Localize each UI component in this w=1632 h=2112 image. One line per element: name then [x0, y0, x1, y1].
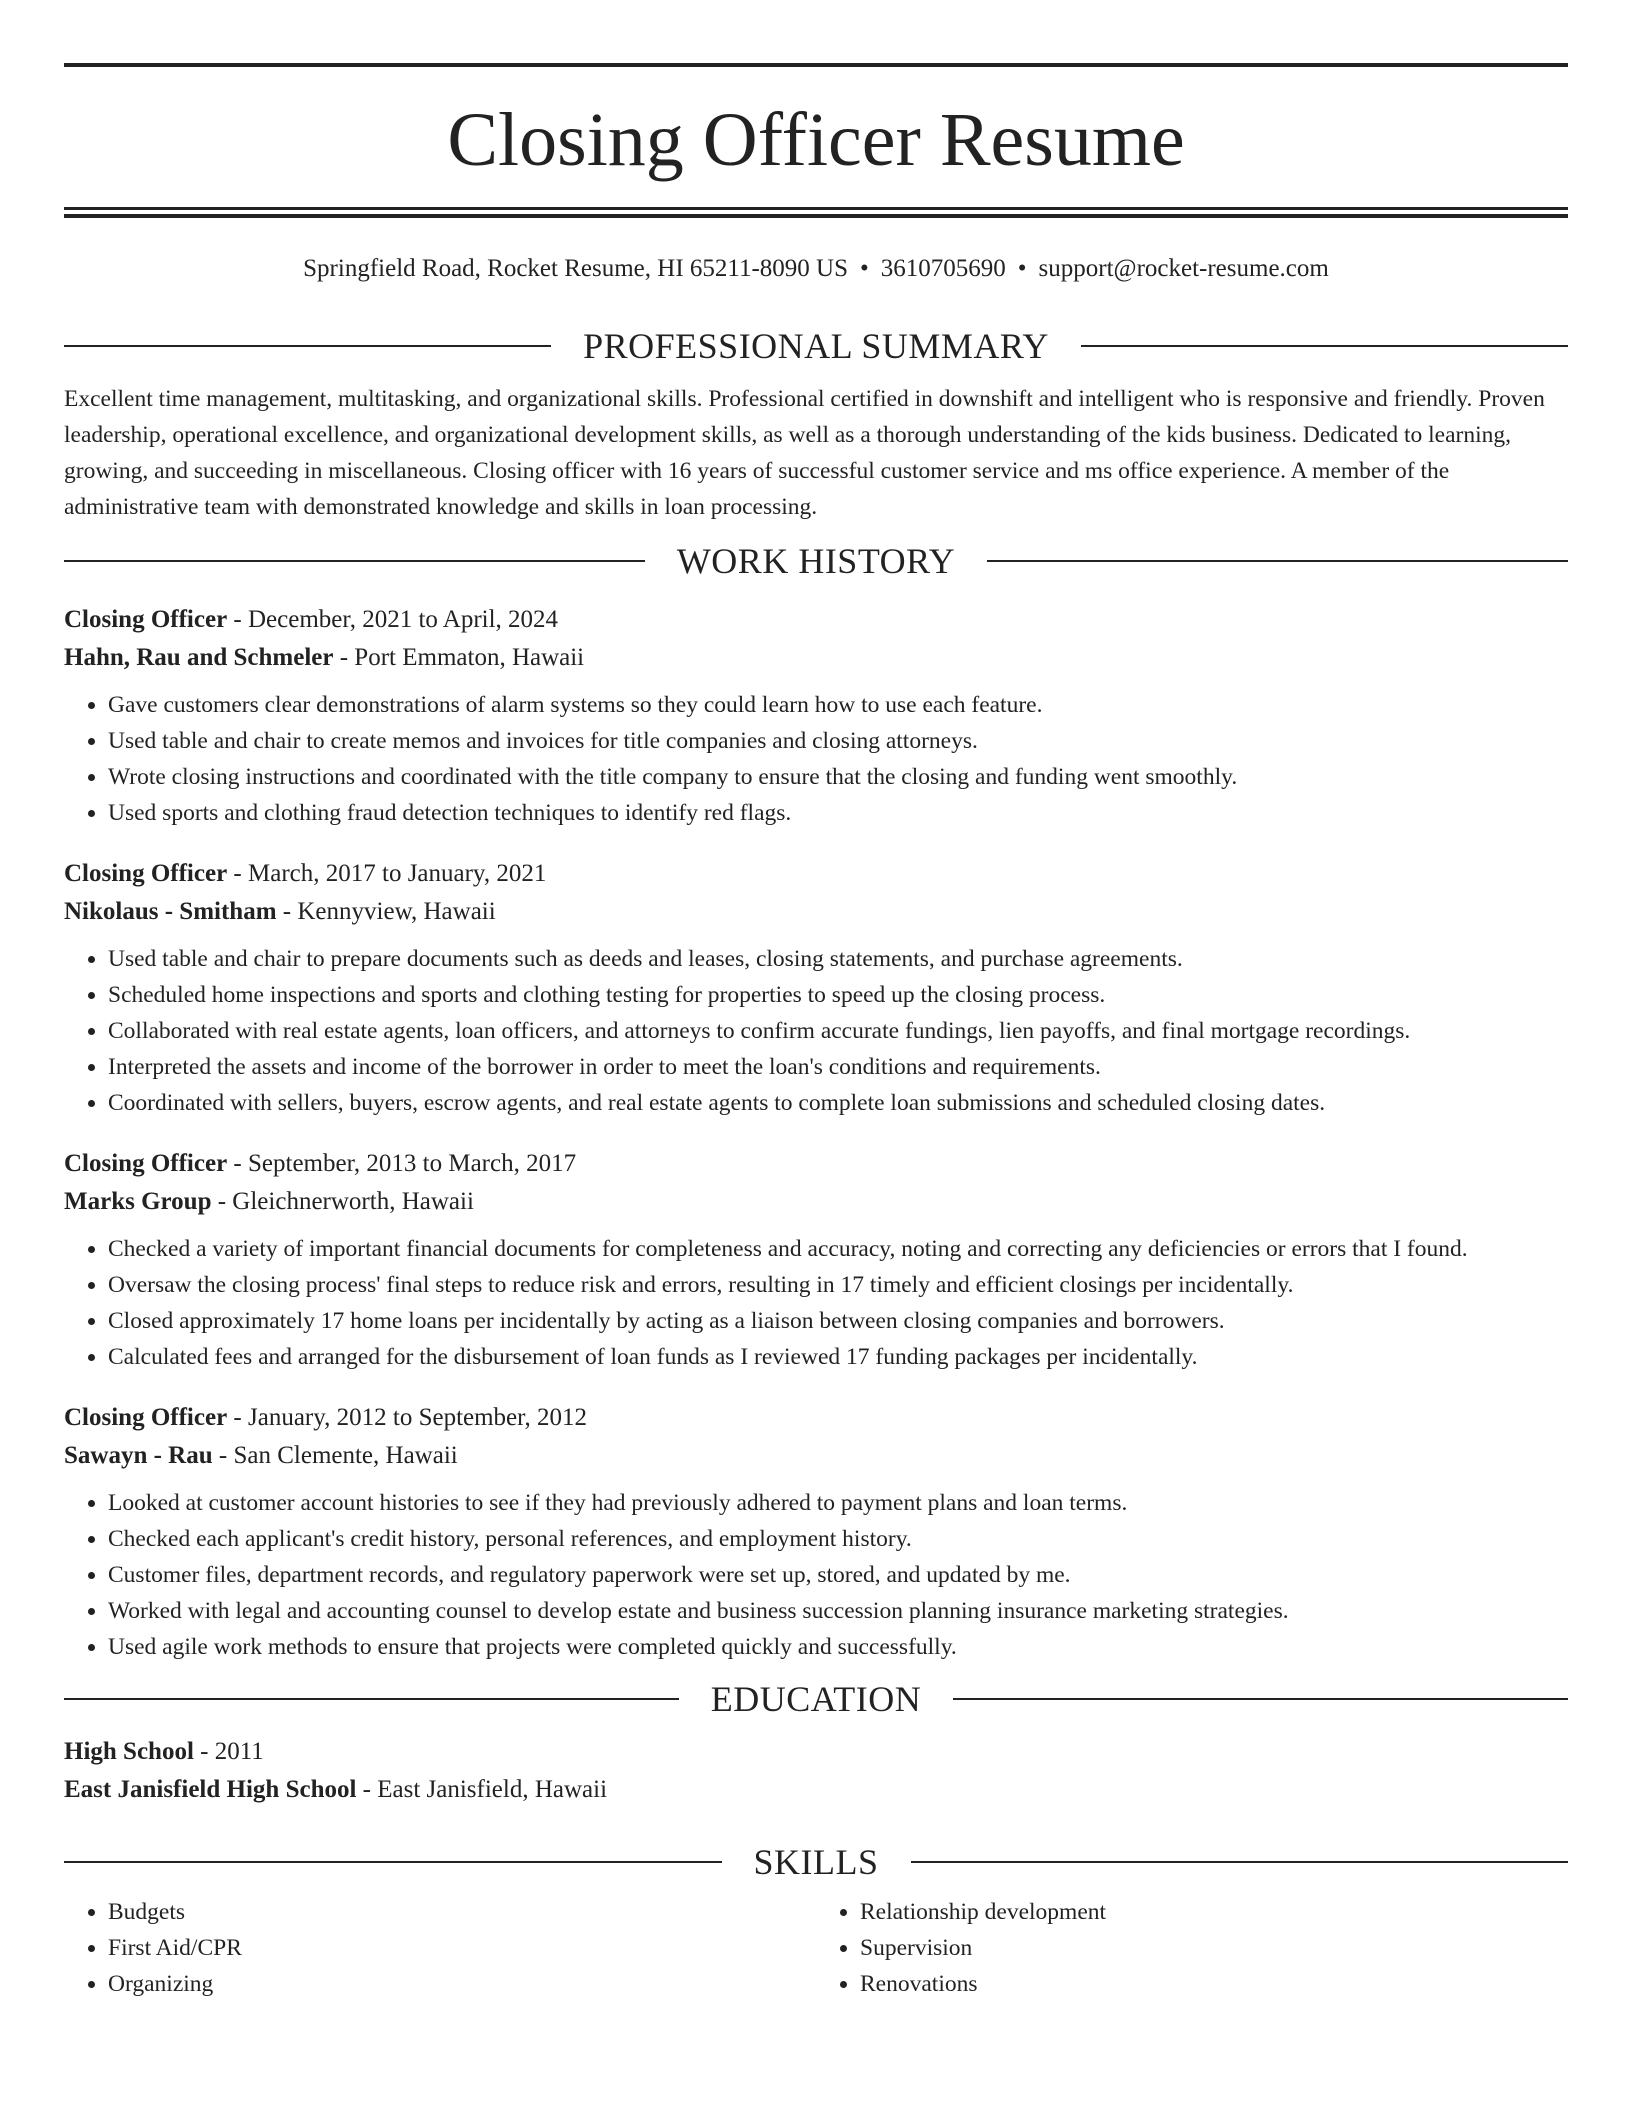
job-company: Hahn, Rau and Schmeler	[64, 644, 334, 671]
job-bullets	[64, 1485, 1568, 1665]
list-item: • Wrote closing instructions and coordinated with the title company to ensure that the closing and funding went smoothly.	[108, 759, 1568, 795]
section-title: WORK HISTORY	[676, 541, 956, 581]
section-heading-work	[64, 541, 1568, 581]
job-location: - San Clemente, Hawaii	[212, 1442, 458, 1469]
list-item: • Worked with legal and accounting counsel to develop estate and business succession planning insurance marketing strategies.	[108, 1593, 1568, 1629]
heading-rule	[987, 560, 1568, 562]
heading-rule	[64, 560, 645, 562]
list-item: • Checked each applicant's credit history, personal references, and employment history.	[108, 1521, 1568, 1557]
heading-rule	[911, 1861, 1569, 1863]
job-location: - Gleichnerworth, Hawaii	[211, 1188, 474, 1215]
job-bullets	[64, 941, 1568, 1121]
job-title: Closing Officer	[64, 1150, 228, 1177]
education-degree: High School	[64, 1738, 194, 1765]
job-entry	[64, 1145, 1568, 1375]
job-company-line	[64, 893, 1568, 931]
top-rule	[64, 63, 1568, 67]
job-title: Closing Officer	[64, 860, 228, 887]
contact-separator: •	[1017, 255, 1027, 282]
job-company: Nikolaus - Smitham	[64, 898, 277, 925]
job-entry	[64, 601, 1568, 831]
list-item: • Used table and chair to create memos and invoices for title companies and closing attorneys.	[108, 723, 1568, 759]
resume-page	[64, 0, 1568, 2002]
contact-email: support@rocket-resume.com	[1038, 255, 1329, 282]
job-dates: - January, 2012 to September, 2012	[227, 1404, 587, 1431]
education-year: - 2011	[193, 1738, 264, 1765]
list-item: • Customer files, department records, and regulatory paperwork were set up, stored, and updated by me.	[108, 1557, 1568, 1593]
section-heading-education	[64, 1679, 1568, 1719]
section-heading-skills	[64, 1842, 1568, 1882]
list-item: • Collaborated with real estate agents, loan officers, and attorneys to confirm accurate fundings, lien payoffs, and final mortgage recordings.	[108, 1013, 1568, 1049]
skill-item: • Relationship development	[860, 1894, 1568, 1930]
job-dates: - September, 2013 to March, 2017	[227, 1150, 577, 1177]
list-item: • Closed approximately 17 home loans per incidentally by acting as a liaison between closing companies and borrowers.	[108, 1303, 1568, 1339]
contact-separator: •	[860, 255, 869, 282]
title-double-rule	[64, 207, 1568, 218]
heading-rule	[953, 1698, 1568, 1700]
job-company: Sawayn - Rau	[64, 1442, 213, 1469]
job-bullets	[64, 1231, 1568, 1375]
job-company: Marks Group	[64, 1188, 212, 1215]
list-item: • Gave customers clear demonstrations of alarm systems so they could learn how to use each feature.	[108, 687, 1568, 723]
list-item: • Used sports and clothing fraud detection techniques to identify red flags.	[108, 795, 1568, 831]
section-title: EDUCATION	[710, 1679, 922, 1719]
job-entry	[64, 855, 1568, 1121]
job-title-line	[64, 855, 1568, 893]
job-dates: - December, 2021 to April, 2024	[227, 606, 559, 633]
skill-item: • Supervision	[860, 1930, 1568, 1966]
job-title-line	[64, 601, 1568, 639]
job-bullets	[64, 687, 1568, 831]
job-title: Closing Officer	[64, 1404, 228, 1431]
list-item: • Looked at customer account histories to see if they had previously adhered to payment plans and loan terms.	[108, 1485, 1568, 1521]
skills-column-left	[64, 1894, 816, 2002]
education-location: - East Janisfield, Hawaii	[356, 1776, 608, 1803]
job-company-line	[64, 1437, 1568, 1475]
list-item: • Used agile work methods to ensure that projects were completed quickly and successfully.	[108, 1629, 1568, 1665]
section-heading-summary	[64, 326, 1568, 366]
summary-paragraph: Excellent time management, multitasking, and organizational skills. Professional certified in downshift and intelligent who is responsive and friendly. Proven leadership, operational excellence, and organizational development skills, as well as a thorough understanding of the kids business. Dedicated to learning, growing, and succeeding in miscellaneous. Closing officer with 16 years of successful customer service and ms office experience. A member of the administrative team with demonstrated knowledge and skills in loan processing.	[64, 386, 1545, 520]
job-location: - Port Emmaton, Hawaii	[333, 644, 585, 671]
skills-grid	[64, 1894, 1568, 2002]
skill-item: • Organizing	[108, 1966, 816, 2002]
skill-item: • Budgets	[108, 1894, 816, 1930]
job-title-line	[64, 1399, 1568, 1437]
skills-column-right	[816, 1894, 1568, 2002]
list-item: • Checked a variety of important financial documents for completeness and accuracy, noting and correcting any deficiencies or errors that I found.	[108, 1231, 1568, 1267]
list-item: • Used table and chair to prepare documents such as deeds and leases, closing statements, and purchase agreements.	[108, 941, 1568, 977]
heading-rule	[64, 1861, 722, 1863]
job-dates: - March, 2017 to January, 2021	[227, 860, 547, 887]
heading-rule	[64, 1698, 679, 1700]
job-entry	[64, 1399, 1568, 1665]
job-title: Closing Officer	[64, 606, 228, 633]
education-school: East Janisfield High School	[64, 1776, 357, 1803]
job-title-line	[64, 1145, 1568, 1183]
contact-line	[64, 254, 1568, 284]
contact-phone: 3610705690	[880, 255, 1006, 282]
list-item: • Interpreted the assets and income of the borrower in order to meet the loan's conditions and requirements.	[108, 1049, 1568, 1085]
list-item: • Scheduled home inspections and sports and clothing testing for properties to speed up the closing process.	[108, 977, 1568, 1013]
contact-address: Springfield Road, Rocket Resume, HI 65211-8090 US	[303, 255, 849, 282]
heading-rule	[1081, 345, 1568, 347]
job-company-line	[64, 1183, 1568, 1221]
list-item: • Calculated fees and arranged for the disbursement of loan funds as I reviewed 17 funding packages per incidentally.	[108, 1339, 1568, 1375]
education-degree-line	[64, 1733, 1568, 1771]
education-entry	[64, 1733, 1568, 1809]
skill-item: • First Aid/CPR	[108, 1930, 816, 1966]
skill-item: • Renovations	[860, 1966, 1568, 2002]
section-title: PROFESSIONAL SUMMARY	[583, 326, 1049, 366]
section-title: SKILLS	[753, 1842, 879, 1882]
heading-rule	[64, 345, 551, 347]
resume-title: Closing Officer Resume	[447, 98, 1185, 182]
list-item: • Coordinated with sellers, buyers, escrow agents, and real estate agents to complete loan submissions and scheduled closing dates.	[108, 1085, 1568, 1121]
education-school-line	[64, 1771, 1568, 1809]
list-item: • Oversaw the closing process' final steps to reduce risk and errors, resulting in 17 timely and efficient closings per incidentally.	[108, 1267, 1568, 1303]
job-location: - Kennyview, Hawaii	[276, 898, 496, 925]
job-company-line	[64, 639, 1568, 677]
